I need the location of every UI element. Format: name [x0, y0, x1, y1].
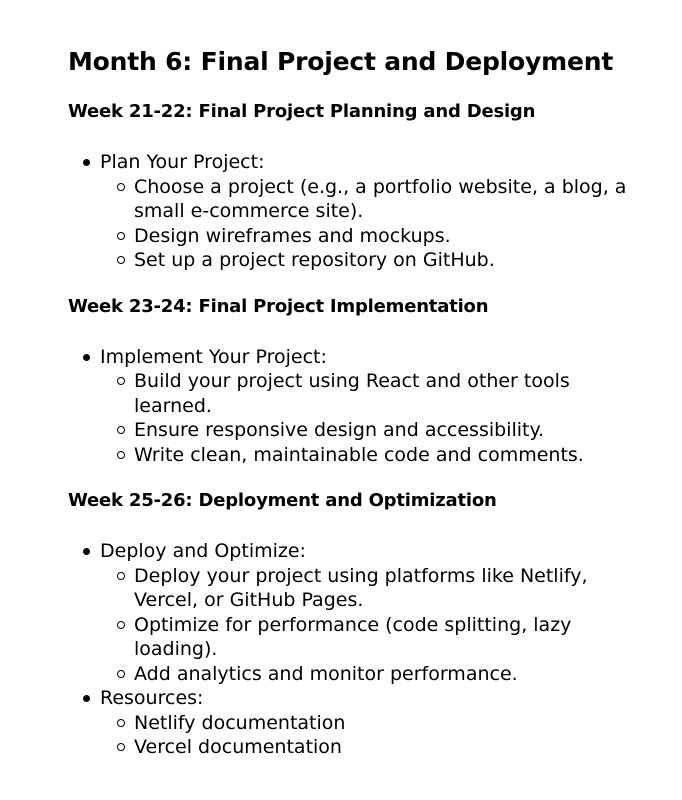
bullet-list	[68, 150, 642, 273]
list-item-label: Resources:	[100, 687, 204, 709]
sub-bullet-list	[100, 369, 642, 467]
list-item-label: Implement Your Project:	[100, 345, 327, 368]
sub-list-item: Choose a project (e.g., a portfolio website, a blog, a small e-commerce site).	[134, 175, 642, 224]
section-heading: Week 23-24: Final Project Implementation	[68, 295, 489, 317]
sub-list-item: Build your project using React and other tools learned.	[134, 369, 642, 418]
section-heading: Week 25-26: Deployment and Optimization	[68, 490, 497, 511]
sub-list-item: Write clean, maintainable code and comments.	[134, 443, 642, 468]
sub-bullet-list	[100, 711, 642, 760]
list-item-label: Deploy and Optimize:	[100, 540, 306, 562]
sub-list-item: Vercel documentation	[134, 735, 642, 760]
sub-bullet-list	[100, 564, 642, 687]
section-heading: Week 21-22: Final Project Planning and Design	[68, 101, 536, 122]
list-item-label: Plan Your Project:	[100, 151, 265, 173]
section-week-23-24	[68, 295, 642, 468]
sub-bullet-list	[100, 175, 642, 273]
sub-list-item: Deploy your project using platforms like Netlify, Vercel, or GitHub Pages.	[134, 564, 642, 613]
sub-list-item: Ensure responsive design and accessibility.	[134, 418, 642, 443]
sub-list-item: Set up a project repository on GitHub.	[134, 248, 642, 273]
bullet-list	[68, 345, 642, 468]
page-title: Month 6: Final Project and Deployment	[68, 47, 614, 76]
section-week-25-26	[68, 489, 642, 760]
list-item	[100, 150, 642, 273]
sub-list-item: Netlify documentation	[134, 711, 642, 736]
sub-list-item: Add analytics and monitor performance.	[134, 662, 642, 687]
sub-list-item: Design wireframes and mockups.	[134, 224, 642, 249]
list-item	[100, 345, 642, 468]
list-item	[100, 686, 642, 760]
sub-list-item: Optimize for performance (code splitting, lazy loading).	[134, 613, 642, 662]
list-item	[100, 539, 642, 686]
bullet-list	[68, 539, 642, 760]
section-week-21-22	[68, 100, 642, 273]
